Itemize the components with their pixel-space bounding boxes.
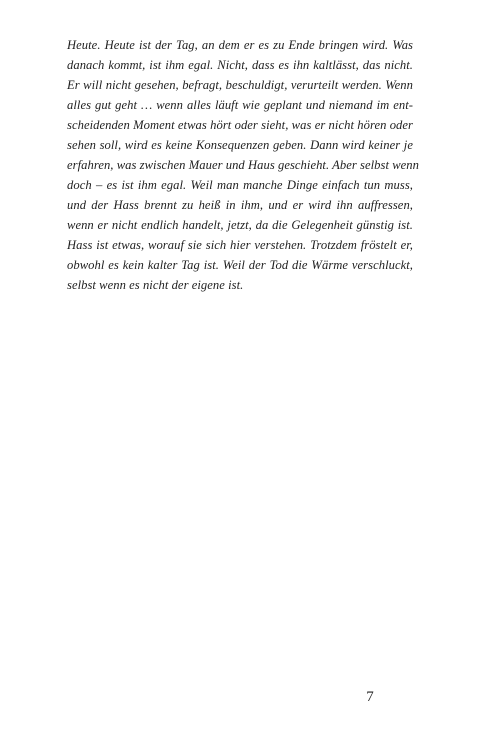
text-line: wenn er nicht endlich handelt, jetzt, da die Gelegenheit günstig ist. — [67, 218, 413, 232]
text-line: obwohl es kein kalter Tag ist. Weil der Tod die Wärme verschluckt, — [67, 258, 413, 272]
text-line: alles gut geht … wenn alles läuft wie geplant und niemand im ent- — [67, 98, 413, 112]
text-line: erfahren, was zwischen Mauer und Haus geschieht. Aber selbst wenn — [67, 158, 419, 172]
text-line: Er will nicht gesehen, befragt, beschuldigt, verurteilt werden. Wenn — [67, 78, 413, 92]
text-line: sehen soll, wird es keine Konsequenzen geben. Dann wird keiner je — [67, 138, 413, 152]
text-line: Hass ist etwas, worauf sie sich hier verstehen. Trotzdem fröstelt er, — [67, 238, 413, 252]
text-line: scheidenden Moment etwas hört oder sieht, was er nicht hören oder — [67, 118, 413, 132]
text-line: und der Hass brennt zu heiß in ihm, und er wird ihn auffressen, — [67, 198, 413, 212]
text-line: doch – es ist ihm egal. Weil man manche Dinge einfach tun muss, — [67, 178, 413, 192]
text-line: Heute. Heute ist der Tag, an dem er es zu Ende bringen wird. Was — [67, 38, 413, 52]
text-line: selbst wenn es nicht der eigene ist. — [67, 278, 244, 292]
body-paragraph — [67, 35, 419, 295]
text-line: danach kommt, ist ihm egal. Nicht, dass es ihn kaltlässt, das nicht. — [67, 58, 413, 72]
page-number: 7 — [366, 689, 374, 705]
